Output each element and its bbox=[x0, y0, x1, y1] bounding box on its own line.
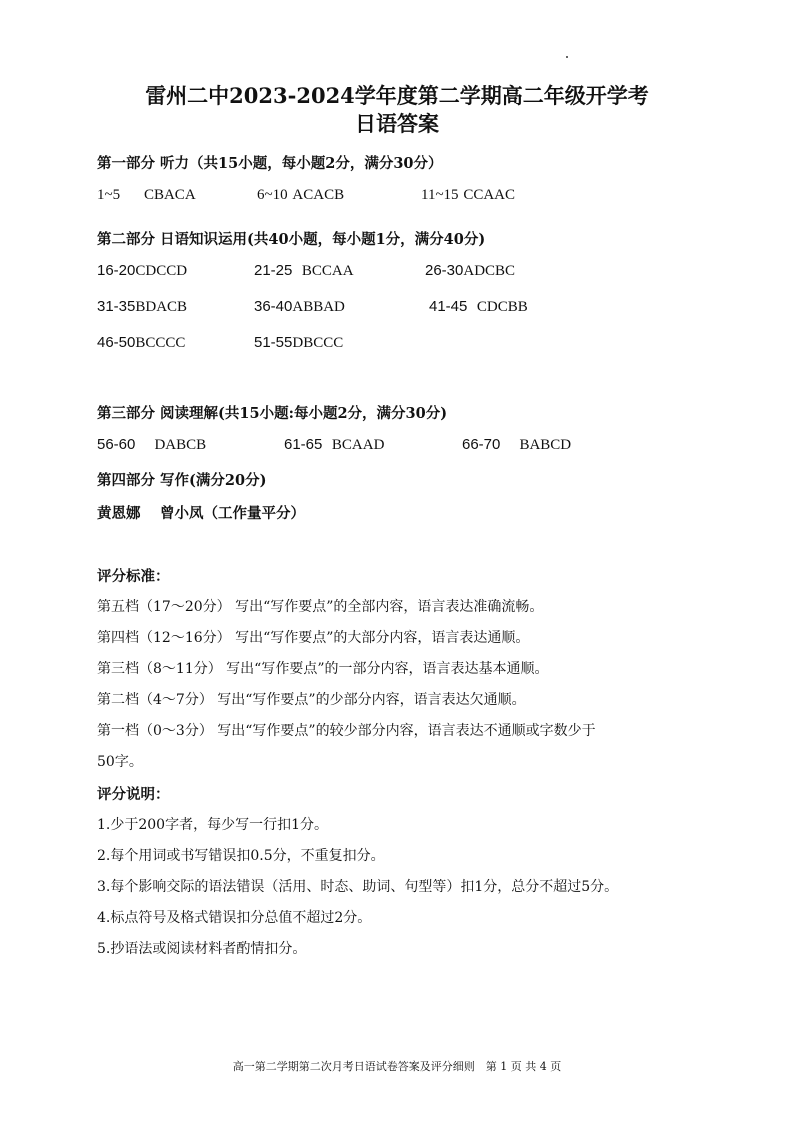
answer-letters: BDACB bbox=[135, 299, 188, 315]
answer-range: 21-25 bbox=[254, 262, 293, 279]
answer-letters: DBCCC bbox=[292, 335, 344, 351]
answer-item bbox=[425, 261, 515, 280]
notes-heading: 评分说明： bbox=[97, 786, 170, 803]
section2-heading: 第二部分 日语知识运用(共40小题，每小题1分，满分40分) bbox=[97, 231, 486, 248]
answer-range: 31-35 bbox=[97, 298, 136, 315]
doc-title-line1: 雷州二中2023-2024学年度第二学期高二年级开学考 bbox=[145, 83, 649, 108]
answer-letters: BCCCC bbox=[135, 335, 186, 351]
answer-range: 6~10 bbox=[257, 187, 288, 203]
answer-letters: ABBAD bbox=[292, 299, 345, 315]
answer-letters: DABCB bbox=[154, 437, 207, 453]
answer-letters: ADCBC bbox=[463, 263, 516, 279]
answer-item bbox=[429, 297, 528, 316]
answer-item bbox=[257, 185, 344, 204]
note-line: 3.每个影响交际的语法错误（活用、时态、助词、句型等）扣1分，总分不超过5分。 bbox=[97, 879, 619, 895]
graders-line: 黄恩娜 曾小凤（工作量平分） bbox=[97, 505, 306, 522]
answer-letters: CDCBB bbox=[476, 299, 528, 315]
answer-item bbox=[97, 185, 196, 204]
section4-heading: 第四部分 写作(满分20分) bbox=[97, 472, 267, 489]
answer-letters: CDCCD bbox=[135, 263, 188, 279]
criteria-line: 第二档（4～7分） 写出“写作要点”的少部分内容，语言表达欠通顺。 bbox=[97, 692, 526, 708]
answer-range: 36-40 bbox=[254, 298, 293, 315]
answer-item bbox=[254, 297, 345, 316]
answer-letters: BABCD bbox=[519, 437, 572, 453]
answer-item bbox=[97, 297, 187, 316]
answer-letters: BCAAD bbox=[331, 437, 385, 453]
section3-heading: 第三部分 阅读理解(共15小题:每小题2分，满分30分) bbox=[97, 405, 448, 422]
doc-title-line2: 日语答案 bbox=[355, 111, 439, 136]
answer-range: 46-50 bbox=[97, 334, 136, 351]
criteria-line: 第四档（12～16分） 写出“写作要点”的大部分内容，语言表达通顺。 bbox=[97, 630, 530, 646]
note-line: 5.抄语法或阅读材料者酌情扣分。 bbox=[97, 941, 307, 957]
answer-letters: CCAAC bbox=[463, 187, 516, 203]
answer-letters: CBACA bbox=[143, 187, 196, 203]
answer-item bbox=[421, 185, 515, 204]
answer-item bbox=[97, 261, 187, 280]
criteria-line: 50字。 bbox=[97, 754, 143, 770]
answer-item bbox=[97, 435, 206, 454]
answer-letters: ACACB bbox=[292, 187, 345, 203]
criteria-line: 第三档（8～11分） 写出“写作要点”的一部分内容，语言表达基本通顺。 bbox=[97, 661, 549, 677]
answer-letters: BCCAA bbox=[301, 263, 354, 279]
answer-range: 61-65 bbox=[284, 436, 323, 453]
answer-item bbox=[97, 333, 185, 352]
note-line: 2.每个用词或书写错误扣0.5分，不重复扣分。 bbox=[97, 848, 385, 864]
page-footer: 高一第二学期第二次月考日语试卷答案及评分细则 第 1 页 共 4 页 bbox=[232, 1060, 562, 1073]
answer-item bbox=[284, 435, 384, 454]
note-line: 4.标点符号及格式错误扣分总值不超过2分。 bbox=[97, 910, 372, 926]
criteria-line: 第一档（0～3分） 写出“写作要点”的较少部分内容，语言表达不通顺或字数少于 bbox=[97, 723, 596, 739]
answer-range: 16-20 bbox=[97, 262, 136, 279]
note-line: 1.少于200字者，每少写一行扣1分。 bbox=[97, 817, 328, 833]
answer-item bbox=[254, 333, 343, 352]
answer-range: 11~15 bbox=[421, 187, 459, 203]
section1-heading: 第一部分 听力（共15小题，每小题2分，满分30分） bbox=[97, 155, 443, 172]
speck-mark bbox=[566, 56, 568, 58]
answer-range: 41-45 bbox=[429, 298, 468, 315]
answer-item bbox=[462, 435, 571, 454]
answer-range: 51-55 bbox=[254, 334, 293, 351]
answer-range: 1~5 bbox=[97, 187, 121, 203]
answer-range: 56-60 bbox=[97, 436, 136, 453]
answer-range: 26-30 bbox=[425, 262, 464, 279]
criteria-line: 第五档（17～20分） 写出“写作要点”的全部内容，语言表达准确流畅。 bbox=[97, 599, 544, 615]
answer-item bbox=[254, 261, 354, 280]
criteria-heading: 评分标准： bbox=[97, 568, 170, 585]
answer-range: 66-70 bbox=[462, 436, 501, 453]
